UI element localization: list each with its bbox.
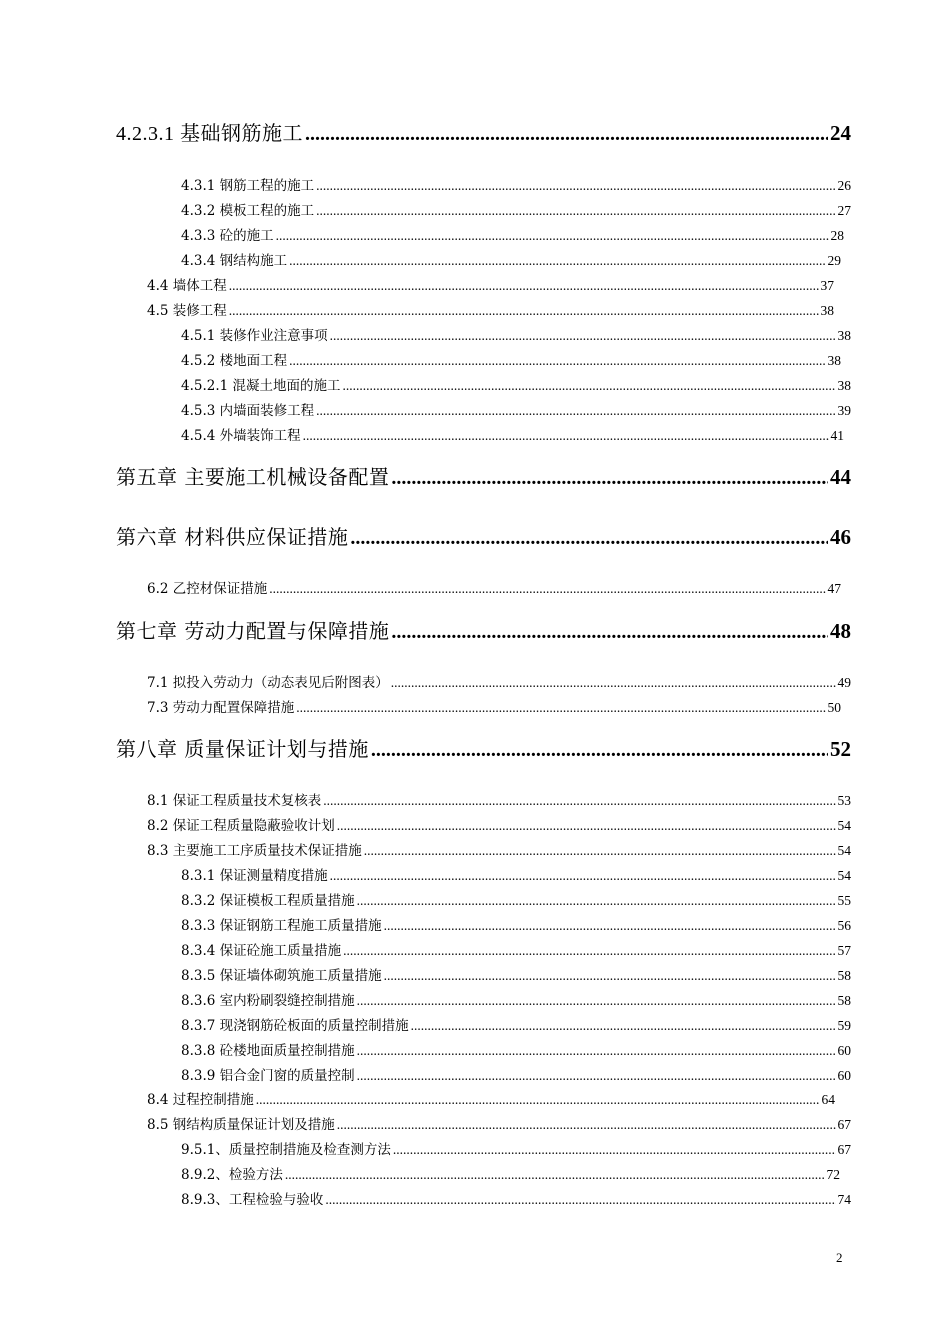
- toc-entry-page: 59: [837, 1018, 851, 1033]
- toc-chapter-entry[interactable]: [116, 464, 851, 491]
- toc-entry-title: 4.5 装修工程: [147, 303, 227, 319]
- toc-entry[interactable]: [181, 892, 851, 910]
- toc-leader-dots: [364, 842, 836, 860]
- toc-entry-page: 67: [837, 1117, 851, 1132]
- toc-entry-title: 4.2.3.1 基础钢筋施工: [116, 123, 303, 145]
- toc-entry-title: 8.3.7 现浇钢筋砼板面的质量控制措施: [181, 1018, 409, 1034]
- toc-leader-dots: [269, 580, 825, 598]
- toc-entry-page: 38: [837, 378, 851, 393]
- toc-entry-page: 48: [830, 619, 851, 643]
- toc-entry-title: 8.3.2 保证模板工程质量措施: [181, 893, 355, 909]
- toc-leader-dots: [357, 992, 836, 1010]
- toc-leader-dots: [325, 1191, 835, 1209]
- toc-entry[interactable]: [181, 1166, 840, 1184]
- toc-entry[interactable]: [147, 580, 841, 598]
- toc-leader-dots: [296, 699, 825, 717]
- toc-leader-dots: [350, 525, 828, 551]
- toc-entry[interactable]: [181, 867, 851, 885]
- toc-entry[interactable]: [116, 120, 851, 147]
- toc-entry-page: 26: [837, 178, 851, 193]
- toc-entry-title: 8.1 保证工程质量技术复核表: [147, 793, 322, 809]
- toc-entry-page: 52: [830, 737, 851, 761]
- toc-entry-title: 8.2 保证工程质量隐蔽验收计划: [147, 818, 335, 834]
- toc-entry[interactable]: [181, 402, 851, 420]
- toc-entry[interactable]: [147, 302, 834, 320]
- toc-entry-title: 7.3 劳动力配置保障措施: [147, 700, 295, 716]
- toc-leader-dots: [357, 1042, 836, 1060]
- toc-entry[interactable]: [147, 699, 841, 717]
- toc-leader-dots: [343, 942, 835, 960]
- toc-entry-title: 8.3.3 保证钢筋工程施工质量措施: [181, 918, 382, 934]
- toc-leader-dots: [276, 227, 829, 245]
- toc-entry[interactable]: [147, 1091, 835, 1109]
- toc-entry-title: 8.3.4 保证砼施工质量措施: [181, 943, 342, 959]
- toc-entry[interactable]: [181, 1067, 851, 1085]
- toc-entry-page: 41: [830, 428, 844, 443]
- toc-entry-page: 29: [827, 253, 841, 268]
- toc-entry-title: 4.5.3 内墙面装修工程: [181, 403, 315, 419]
- toc-entry-page: 47: [827, 581, 841, 596]
- toc-entry[interactable]: [181, 1017, 851, 1035]
- toc-entry-title: 第七章 劳动力配置与保障措施: [116, 619, 390, 643]
- toc-entry-title: 8.3.6 室内粉刷裂缝控制措施: [181, 993, 355, 1009]
- toc-entry[interactable]: [181, 427, 844, 445]
- toc-entry-page: 49: [837, 675, 851, 690]
- toc-entry[interactable]: [181, 967, 851, 985]
- toc-chapter-entry[interactable]: [116, 618, 851, 645]
- toc-entry-page: 58: [837, 968, 851, 983]
- toc-entry[interactable]: [181, 1042, 851, 1060]
- toc-leader-dots: [391, 674, 836, 692]
- page-number: 2: [836, 1250, 843, 1265]
- toc-entry-page: 58: [837, 993, 851, 1008]
- toc-entry-page: 46: [830, 525, 851, 549]
- toc-entry-title: 4.5.2 楼地面工程: [181, 353, 288, 369]
- toc-entry-page: 37: [820, 278, 834, 293]
- toc-entry-title: 8.3.9 铝合金门窗的质量控制: [181, 1068, 355, 1084]
- toc-entry[interactable]: [147, 277, 834, 295]
- toc-leader-dots: [256, 1091, 820, 1109]
- toc-leader-dots: [337, 817, 836, 835]
- toc-entry[interactable]: [181, 177, 851, 195]
- toc-leader-dots: [229, 277, 819, 295]
- toc-entry[interactable]: [181, 992, 851, 1010]
- toc-entry-title: 第六章 材料供应保证措施: [116, 525, 349, 549]
- toc-entry-title: 8.3.5 保证墙体砌筑施工质量措施: [181, 968, 382, 984]
- toc-entry[interactable]: [181, 327, 851, 345]
- toc-leader-dots: [391, 619, 828, 645]
- toc-entry[interactable]: [181, 227, 844, 245]
- toc-entry-page: 56: [837, 918, 851, 933]
- toc-entry-title: 4.5.1 装修作业注意事项: [181, 328, 328, 344]
- toc-entry-page: 55: [837, 893, 851, 908]
- toc-entry-page: 24: [830, 121, 851, 145]
- toc-chapter-entry[interactable]: [116, 524, 851, 551]
- toc-entry-page: 44: [830, 465, 851, 489]
- toc-entry-title: 8.9.2、检验方法: [181, 1167, 283, 1183]
- toc-entry[interactable]: [181, 352, 841, 370]
- toc-leader-dots: [330, 867, 836, 885]
- toc-entry-page: 53: [837, 793, 851, 808]
- toc-entry-page: 27: [837, 203, 851, 218]
- toc-leader-dots: [357, 892, 836, 910]
- toc-entry-title: 4.3.3 砼的施工: [181, 228, 274, 244]
- toc-entry[interactable]: [181, 1191, 851, 1209]
- toc-entry-page: 50: [827, 700, 841, 715]
- toc-entry[interactable]: [181, 202, 851, 220]
- toc-entry[interactable]: [181, 942, 851, 960]
- toc-entry-title: 4.5.4 外墙装饰工程: [181, 428, 301, 444]
- toc-entry[interactable]: [147, 817, 851, 835]
- toc-entry-title: 4.4 墙体工程: [147, 278, 227, 294]
- toc-entry-page: 54: [837, 868, 851, 883]
- toc-leader-dots: [411, 1017, 836, 1035]
- toc-entry-title: 7.1 拟投入劳动力（动态表见后附图表）: [147, 675, 389, 691]
- toc-leader-dots: [357, 1067, 836, 1085]
- toc-leader-dots: [316, 402, 835, 420]
- toc-leader-dots: [316, 177, 835, 195]
- toc-entry[interactable]: [147, 674, 851, 692]
- toc-entry-title: 4.5.2.1 混凝土地面的施工: [181, 378, 341, 394]
- toc-entry-title: 8.9.3、工程检验与验收: [181, 1192, 324, 1208]
- toc-entry-title: 8.5 钢结构质量保证计划及措施: [147, 1117, 335, 1133]
- toc-leader-dots: [229, 302, 819, 320]
- toc-entry-title: 6.2 乙控材保证措施: [147, 581, 268, 597]
- toc-entry-page: 38: [837, 328, 851, 343]
- toc-chapter-entry[interactable]: [116, 736, 851, 763]
- toc-entry-page: 39: [837, 403, 851, 418]
- toc-entry[interactable]: [181, 377, 851, 395]
- toc-entry-title: 4.3.2 模板工程的施工: [181, 203, 315, 219]
- toc-leader-dots: [371, 737, 828, 763]
- toc-entry[interactable]: [181, 917, 851, 935]
- toc-entry-page: 64: [821, 1092, 835, 1107]
- toc-entry-title: 第八章 质量保证计划与措施: [116, 737, 369, 761]
- toc-entry[interactable]: [181, 252, 841, 270]
- toc-leader-dots: [384, 967, 836, 985]
- toc-leader-dots: [303, 427, 829, 445]
- toc-entry-title: 第五章 主要施工机械设备配置: [116, 465, 390, 489]
- toc-leader-dots: [323, 792, 835, 810]
- toc-entry-page: 60: [837, 1068, 851, 1083]
- toc-entry-page: 60: [837, 1043, 851, 1058]
- toc-leader-dots: [337, 1116, 836, 1134]
- toc-entry-title: 4.3.4 钢结构施工: [181, 253, 288, 269]
- toc-leader-dots: [289, 352, 825, 370]
- toc-entry-page: 38: [827, 353, 841, 368]
- toc-entry[interactable]: [147, 842, 851, 860]
- toc-entry-title: 8.3.1 保证测量精度措施: [181, 868, 328, 884]
- toc-leader-dots: [393, 1141, 836, 1159]
- toc-entry-title: 4.3.1 钢筋工程的施工: [181, 178, 315, 194]
- toc-leader-dots: [305, 121, 828, 147]
- toc-entry[interactable]: [181, 1141, 851, 1159]
- toc-entry-page: 57: [837, 943, 851, 958]
- toc-entry-page: 54: [837, 818, 851, 833]
- toc-leader-dots: [285, 1166, 825, 1184]
- toc-entry-title: 8.3 主要施工工序质量技术保证措施: [147, 843, 362, 859]
- toc-entry[interactable]: [147, 792, 851, 810]
- toc-entry-page: 54: [837, 843, 851, 858]
- toc-entry-page: 67: [837, 1142, 851, 1157]
- toc-leader-dots: [384, 917, 836, 935]
- toc-leader-dots: [391, 465, 828, 491]
- toc-leader-dots: [330, 327, 836, 345]
- toc-leader-dots: [316, 202, 835, 220]
- toc-entry-page: 38: [820, 303, 834, 318]
- toc-entry-page: 74: [837, 1192, 851, 1207]
- toc-leader-dots: [343, 377, 836, 395]
- toc-entry-page: 72: [826, 1167, 840, 1182]
- toc-entry[interactable]: [147, 1116, 851, 1134]
- toc-entry-title: 8.4 过程控制措施: [147, 1092, 254, 1108]
- toc-entry-title: 8.3.8 砼楼地面质量控制措施: [181, 1043, 355, 1059]
- toc-entry-page: 28: [830, 228, 844, 243]
- toc-leader-dots: [289, 252, 825, 270]
- toc-entry-title: 9.5.1、质量控制措施及检查测方法: [181, 1142, 391, 1158]
